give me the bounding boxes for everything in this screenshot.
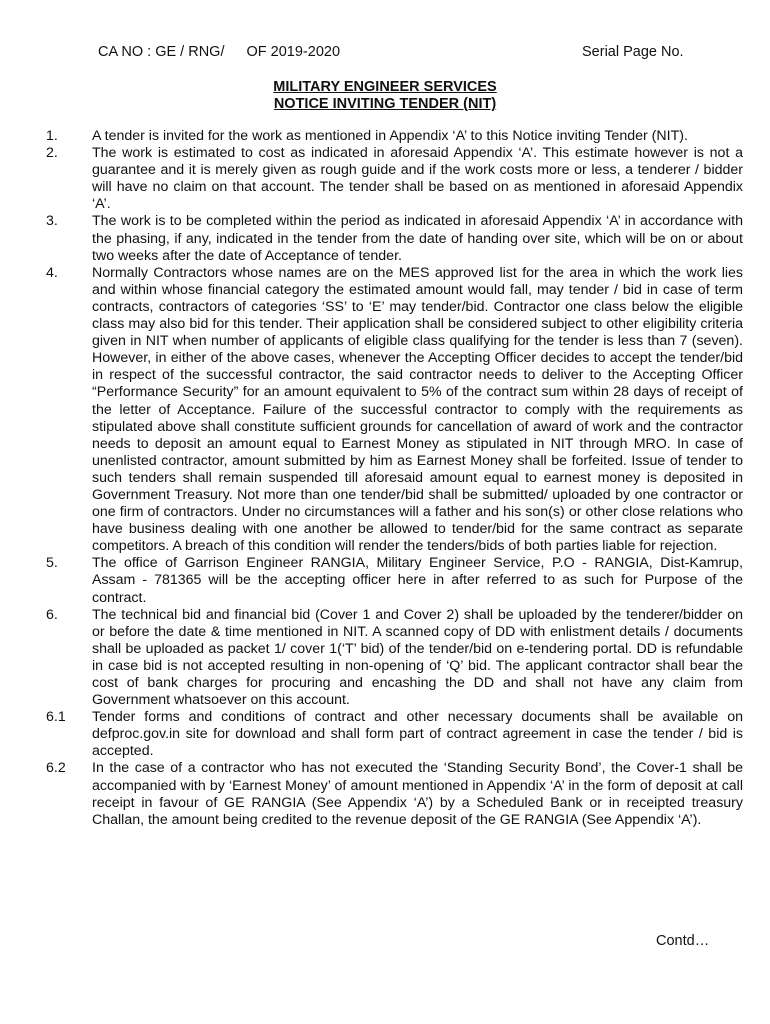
clause-item [46,760,743,828]
clause-text: The work is to be completed within the period as indicated in aforesaid Appendix ‘A’ in accordance with the phasing, if any, indicated in the tender from the date of handing over site, which will be on or about two weeks after the date of Acceptance of tender. [92,213,743,264]
contract-number-header [98,44,340,60]
clause-number: 5. [46,555,58,572]
clause-text: Tender forms and conditions of contract and other necessary documents shall be available on defproc.gov.in site for download and shall form part of contract agreement in case the tender / bid is accepted. [92,709,743,760]
ca-number: CA NO : GE / RNG/ [98,44,225,60]
clause-text: In the case of a contractor who has not executed the ‘Standing Security Bond’, the Cover-1 shall be accompanied with by ‘Earnest Money’ of amount mentioned in Appendix ‘A’ in the form of deposit at call receipt in favour of GE RANGIA (See Appendix ‘A’) by a Scheduled Bank or in receipted treasury Challan, the amount being credited to the revenue deposit of the GE RANGIA (See Appendix ‘A’). [92,760,743,828]
clause-item [46,607,743,710]
clause-text: Normally Contractors whose names are on the MES approved list for the area in which the work lies and within whose financial category the estimated amount would fall, may tender / bid in case of term contracts, contractors of categories ‘SS’ to ‘E’ may tender/bid. Contractor one class below the eligible class may also bid for this tender. Their application shall be considered subject to other eligibility criteria given in NIT when number of applicants of eligible class qualifying for the tender is less than 7 (seven). However, in either of the above cases, whenever the Accepting Officer decides to accept the tender/bid in respect of the successful contractor, the said contractor needs to deliver to the Accepting Officer “Performance Security” for an amount equivalent to 5% of the contract sum within 28 days of receipt of the letter of Acceptance. Failure of the successful contractor to comply with the requirements as stipulated above shall constitute sufficient grounds for cancellation of award of work and the contractor needs to deposit an amount equal to Earnest Money as stipulated in NIT through MRO. In case of unenlisted contractor, amount submitted by him as Earnest Money shall be forfeited. Issue of tender to such tenders shall remain suspended till aforesaid amount equal to earnest money is deposited in Government Treasury. Not more than one tender/bid shall be submitted/ uploaded by one contractor or one firm of contractors. Under no circumstances will a father and his son(s) or other close relations who have business dealing with one another be allowed to tender/bid for the same contract as separate competitors. A breach of this condition will render the tenders/bids of both parties liable for rejection. [92,264,743,555]
clause-item [46,709,743,760]
clause-item [46,265,743,556]
clause-item [46,145,743,213]
clause-number: 4. [46,264,58,281]
clause-number: 6.1 [46,709,66,726]
clause-text: The work is estimated to cost as indicated in aforesaid Appendix ‘A’. This estimate however is not a guarantee and it is merely given as rough guide and if the work costs more or less, a tenderer / bidder will have no claim on that account. The tender shall be based on as mentioned in aforesaid Appendix ‘A’. [92,145,743,213]
clause-list [46,128,743,829]
clause-number: 3. [46,213,58,230]
clause-item [46,555,743,606]
clause-number: 2. [46,145,58,162]
clause-item [46,213,743,264]
clause-text: A tender is invited for the work as mentioned in Appendix ‘A’ to this Notice inviting Tender (NIT). [92,128,688,144]
serial-page-number: Serial Page No. [582,44,684,60]
clause-number: 1. [46,128,58,144]
clause-text: The technical bid and financial bid (Cover 1 and Cover 2) shall be uploaded by the tenderer/bidder on or before the date & time mentioned in NIT. A scanned copy of DD with enlistment details / documents shall be uploaded as packet 1/ cover 1(‘T’ bid) of the tender/bid on e-tendering portal. DD is refundable in case bid is not accepted resulting in non-opening of ‘Q’ bid. The applicant contractor shall bear the cost of bank charges for procuring and encashing the DD and shall not have any claim from Government whatsoever on this account. [92,606,743,709]
clause-item [46,128,743,145]
clause-text: The office of Garrison Engineer RANGIA, Military Engineer Service, P.O - RANGIA, Dist-Kamrup, Assam - 781365 will be the accepting officer here in after referred to as such for Purpose of the contract. [92,555,743,606]
clause-number: 6.2 [46,760,66,777]
title-line-1: MILITARY ENGINEER SERVICES [273,79,497,95]
contract-year: OF 2019-2020 [246,44,341,60]
title-line-2: NOTICE INVITING TENDER (NIT) [273,96,497,112]
clause-number: 6. [46,606,58,623]
document-title [0,79,770,113]
continued-marker: Contd… [656,933,710,949]
